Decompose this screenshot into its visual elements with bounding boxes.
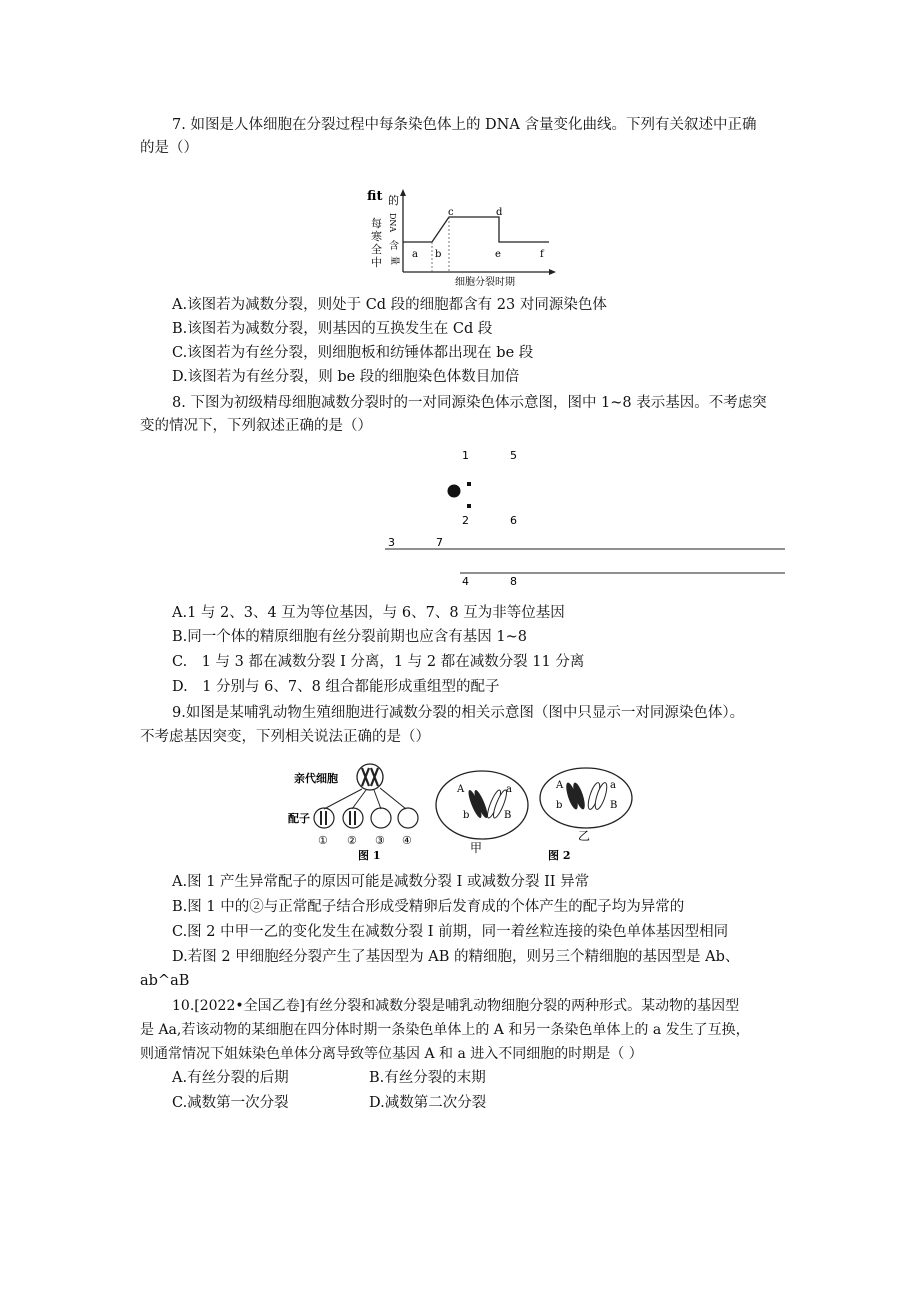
- q8-gene-1: 1: [462, 449, 469, 462]
- q7-ylabel-liang: 量: [389, 256, 399, 266]
- q8-option-c: C. 1 与 3 都在减数分裂 I 分离，1 与 2 都在减数分裂 11 分离: [172, 654, 585, 670]
- q9-jia-label: 甲: [470, 841, 483, 855]
- q9-stem-line2: 不考虑基因突变，下列相关说法正确的是（）: [140, 729, 430, 745]
- q9-arrow: [380, 788, 406, 809]
- q8-stem-line2: 变的情况下，下列叙述正确的是（）: [140, 418, 372, 434]
- q9-jia-allele-B: B: [504, 810, 512, 821]
- q9-gamete-number-2: ②: [347, 834, 357, 847]
- q9-option-b: B.图 1 中的②与正常配子结合形成受精卵后发育成的个体产生的配子均为异常的: [172, 899, 685, 915]
- q7-ylabel-char: 寒: [371, 230, 382, 243]
- q8-option-a: A.1 与 2、3、4 互为等位基因，与 6、7、8 互为非等位基因: [172, 605, 565, 621]
- q7-ylabel-char: 全: [371, 243, 382, 256]
- q7-dna-curve-figure: [365, 180, 565, 290]
- q8-gene-6: 6: [510, 514, 517, 527]
- q10-stem-line2: 是 Aa,若该动物的某细胞在四分体时期一条染色单体上的 A 和另一条染色单体上的 a 发生了互换，: [140, 1022, 750, 1038]
- q9-figure-2-yi: [540, 768, 632, 843]
- q8-homologous-chromosome-figure: [380, 445, 790, 590]
- q7-option-c: C.该图若为有丝分裂，则细胞板和纺锤体都出现在 be 段: [172, 345, 534, 361]
- q9-figure-1: [288, 764, 418, 862]
- q7-option-d: D.该图若为有丝分裂，则 be 段的细胞染色体数目加倍: [172, 369, 520, 385]
- q9-gamete-2-chromosomes: [350, 811, 355, 825]
- q9-arrow: [374, 790, 381, 809]
- q8-gene-5: 5: [510, 449, 517, 462]
- q8-stem-line1: 8. 下图为初级精母细胞减数分裂时的一对同源染色体示意图，图中 1~8 表示基因。不考虑突: [172, 395, 767, 411]
- q7-dna-curve: [403, 217, 549, 242]
- q8-gene-3: 3: [388, 536, 395, 549]
- q7-ylabel-han: 含: [389, 241, 399, 252]
- q7-x-axis-arrow: [549, 269, 556, 275]
- q10-option-a: A.有丝分裂的后期: [172, 1070, 289, 1086]
- q9-gamete-1-chromosomes: [321, 811, 326, 825]
- q9-parent-chromosomes: [362, 768, 378, 786]
- q7-point-f: f: [540, 249, 544, 260]
- q10-stem-line1: 10.[2022•全国乙卷]有丝分裂和减数分裂是哺乳动物细胞分裂的两种形式。某动物的基因型: [172, 998, 740, 1014]
- q7-ylabel-de: 的: [388, 194, 399, 207]
- q9-gamete-label: 配子: [288, 812, 310, 825]
- q10-option-d: D.减数第二次分裂: [369, 1095, 487, 1111]
- q9-figure-1-caption: 图 1: [358, 849, 381, 862]
- q7-point-a: a: [412, 249, 418, 260]
- q8-option-b: B.同一个体的精原细胞有丝分裂前期也应含有基因 1~8: [172, 629, 527, 645]
- q7-point-b: b: [435, 249, 442, 260]
- q8-option-d: D. 1 分别与 6、7、8 组合都能形成重组型的配子: [172, 679, 500, 695]
- q9-gamete-3: [371, 808, 391, 828]
- q7-xlabel: 细胞分裂时期: [455, 277, 515, 288]
- q7-ylabel-char: 每: [371, 217, 382, 230]
- q8-marker-dot: [467, 504, 471, 508]
- q9-gamete-number-1: ①: [318, 834, 328, 847]
- q7-stem-line2: 的是（）: [140, 140, 198, 156]
- q9-gamete-2: [343, 808, 363, 828]
- q7-option-b: B.该图若为减数分裂，则基因的互换发生在 Cd 段: [172, 321, 493, 337]
- q9-gamete-1: [314, 808, 334, 828]
- q9-figure-2-caption: 图 2: [548, 849, 571, 862]
- q9-option-a: A.图 1 产生异常配子的原因可能是减数分裂 I 或减数分裂 II 异常: [172, 874, 590, 890]
- q10-option-c: C.减数第一次分裂: [172, 1095, 289, 1111]
- q7-point-c: c: [448, 207, 454, 218]
- q8-gene-8: 8: [510, 575, 517, 588]
- q9-gamete-number-4: ④: [402, 834, 412, 847]
- q9-jia-allele-A: A: [457, 784, 465, 795]
- q7-y-axis-arrow: [400, 189, 406, 196]
- q8-gene-7: 7: [436, 536, 443, 549]
- q8-marker-dot: [467, 482, 471, 486]
- q9-stem-line1: 9.如图是某哺乳动物生殖细胞进行减数分裂的相关示意图（图中只显示一对同源染色体）。: [172, 705, 745, 721]
- q9-gamete-number-3: ③: [375, 834, 385, 847]
- q9-arrow: [324, 789, 362, 809]
- q7-ylabel-char: 中: [371, 256, 382, 269]
- q10-option-b: B.有丝分裂的末期: [369, 1070, 486, 1086]
- q9-parent-cell: [357, 764, 383, 790]
- q10-stem-line3: 则通常情况下姐妹染色单体分离导致等位基因 A 和 a 进入不同细胞的时期是（ ）: [140, 1046, 643, 1062]
- q9-yi-label: 乙: [578, 829, 591, 843]
- q7-point-e: e: [495, 249, 501, 260]
- q8-gene-2: 2: [462, 514, 469, 527]
- q9-jia-allele-b: b: [463, 810, 470, 821]
- q7-ylabel-fit: fit: [367, 189, 383, 204]
- q9-yi-allele-A: A: [556, 780, 564, 791]
- q9-meiosis-figure: [280, 760, 660, 870]
- q9-yi-allele-B: B: [610, 800, 618, 811]
- q9-cell-yi: [540, 768, 632, 828]
- q9-option-c: C.图 2 中甲一乙的变化发生在减数分裂 I 前期，同一着丝粒连接的染色单体基因型相同: [172, 924, 729, 940]
- q9-parent-cell-label: 亲代细胞: [294, 772, 338, 785]
- q9-figure-2-jia: [436, 771, 528, 855]
- q9-yi-allele-b: b: [556, 800, 563, 811]
- q9-jia-allele-a: a: [506, 784, 512, 795]
- q8-gene-4: 4: [462, 575, 469, 588]
- q7-ylabel-dna: DNA: [388, 213, 397, 233]
- q7-point-d: d: [496, 207, 503, 218]
- q7-stem-line1: 7. 如图是人体细胞在分裂过程中每条染色体上的 DNA 含量变化曲线。下列有关叙述中正确: [172, 117, 757, 133]
- q9-option-d-line1: D.若图 2 甲细胞经分裂产生了基因型为 AB 的精细胞，则另三个精细胞的基因型是 Ab、: [172, 949, 740, 965]
- q9-yi-allele-a: a: [610, 780, 616, 791]
- q9-option-d-line2: ab^aB: [140, 973, 190, 989]
- q7-option-a: A.该图若为减数分裂，则处于 Cd 段的细胞都含有 23 对同源染色体: [172, 297, 607, 313]
- q9-gamete-4: [398, 808, 418, 828]
- q8-centromere: [448, 485, 461, 498]
